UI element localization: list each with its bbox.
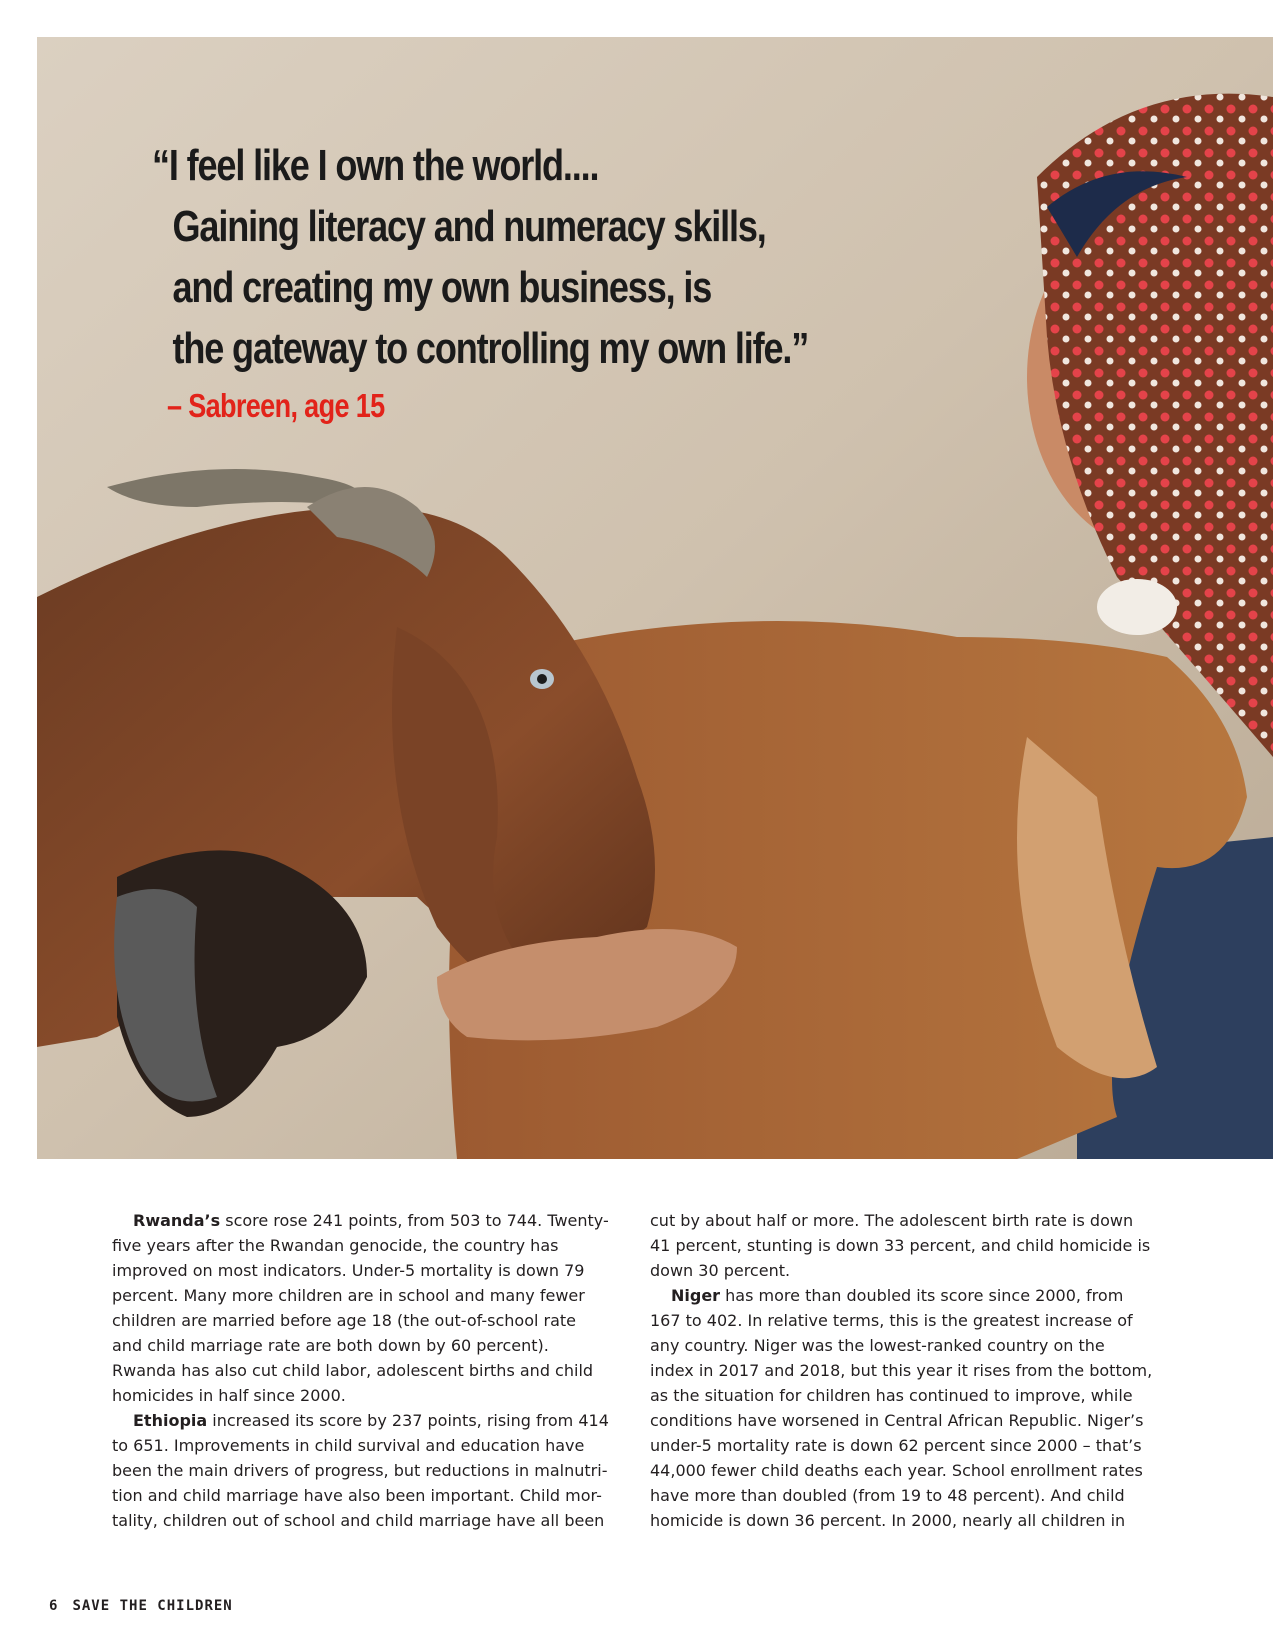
text-line: five years after the Rwandan genocide, the country has — [112, 1236, 559, 1255]
text-line: Rwanda’s score rose 241 points, from 503 to 744. Twenty- — [133, 1211, 609, 1230]
text-line: any country. Niger was the lowest-ranked country on the — [650, 1336, 1105, 1355]
text-line: homicide is down 36 percent. In 2000, nearly all children in — [650, 1511, 1126, 1530]
text-line: down 30 percent. — [650, 1261, 791, 1280]
paragraph-ethiopia-continued — [650, 1208, 1152, 1283]
page-footer — [49, 1598, 247, 1614]
text-line: index in 2017 and 2018, but this year it rises from the bottom, — [650, 1361, 1153, 1380]
article-column-right — [650, 1208, 1152, 1533]
pull-quote — [152, 135, 808, 379]
text-line: 167 to 402. In relative terms, this is the greatest increase of — [650, 1311, 1133, 1330]
publication-name: SAVE THE CHILDREN — [72, 1598, 233, 1614]
text-line: to 651. Improvements in child survival and education have — [112, 1436, 585, 1455]
text-line: homicides in half since 2000. — [112, 1386, 346, 1405]
country-name-ethiopia: Ethiopia — [133, 1411, 208, 1430]
text-line: and child marriage rate are both down by 60 percent). — [112, 1336, 549, 1355]
quote-attribution: – Sabreen, age 15 — [167, 387, 385, 424]
text-line: under-5 mortality rate is down 62 percent since 2000 – that’s — [650, 1436, 1142, 1455]
text-line: cut by about half or more. The adolescent birth rate is down — [650, 1211, 1134, 1230]
hero-photo — [37, 37, 1273, 1159]
country-name-niger: Niger — [671, 1286, 721, 1305]
text-line: improved on most indicators. Under-5 mortality is down 79 — [112, 1261, 585, 1280]
text-line: Niger has more than doubled its score since 2000, from — [671, 1286, 1124, 1305]
text-line: Ethiopia increased its score by 237 points, rising from 414 — [133, 1411, 609, 1430]
page-number: 6 — [49, 1598, 59, 1614]
paragraph-niger — [650, 1283, 1152, 1533]
quote-line: the gateway to controlling my own life.” — [172, 324, 809, 373]
text-line: tion and child marriage have also been important. Child mor- — [112, 1486, 602, 1505]
text-line: been the main drivers of progress, but reductions in malnutri- — [112, 1461, 608, 1480]
text-line: tality, children out of school and child marriage have all been — [112, 1511, 605, 1530]
quote-line: and creating my own business, is — [172, 263, 712, 312]
text-line: conditions have worsened in Central African Republic. Niger’s — [650, 1411, 1144, 1430]
paragraph-rwanda — [112, 1208, 614, 1408]
paragraph-ethiopia — [112, 1408, 614, 1533]
text-line: children are married before age 18 (the out-of-school rate — [112, 1311, 577, 1330]
text-line: 41 percent, stunting is down 33 percent, and child homicide is — [650, 1236, 1151, 1255]
quote-line: Gaining literacy and numeracy skills, — [172, 202, 766, 251]
quote-line: “I feel like I own the world.... — [152, 141, 599, 190]
text-line: Rwanda has also cut child labor, adolescent births and child — [112, 1361, 594, 1380]
text-line: have more than doubled (from 19 to 48 percent). And child — [650, 1486, 1125, 1505]
country-name-rwanda: Rwanda’s — [133, 1211, 221, 1230]
article-column-left — [112, 1208, 614, 1533]
text-line: percent. Many more children are in school and many fewer — [112, 1286, 585, 1305]
text-line: as the situation for children has continued to improve, while — [650, 1386, 1133, 1405]
text-line: 44,000 fewer child deaths each year. School enrollment rates — [650, 1461, 1143, 1480]
